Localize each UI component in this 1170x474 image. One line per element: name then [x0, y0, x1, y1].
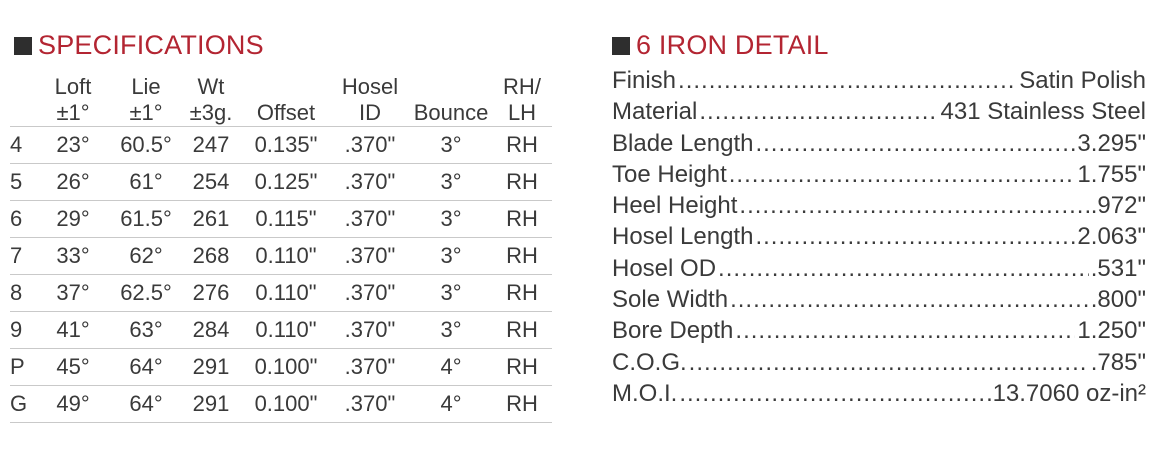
cell-wt: 284 [192, 317, 230, 342]
dot-leader [679, 378, 990, 409]
table-row [10, 349, 552, 386]
cell-offset: 0.110" [255, 243, 317, 268]
cell-hand: RH [506, 243, 538, 268]
table-body [10, 126, 552, 423]
square-bullet-icon [612, 37, 630, 55]
cell-hosel: .370" [344, 243, 396, 268]
detail-label: Toe Height [612, 160, 727, 188]
cell-hosel: .370" [344, 206, 396, 231]
cell-lie: 60.5° [120, 132, 172, 157]
detail-value: Satin Polish [1019, 67, 1146, 94]
cell-hosel: .370" [344, 169, 396, 194]
cell-wt: 247 [192, 132, 230, 157]
cell-lie: 62° [129, 243, 163, 268]
table-row [10, 201, 552, 238]
detail-item [612, 96, 1146, 127]
cell-wt: 268 [192, 243, 230, 268]
cell-hosel: .370" [344, 317, 396, 342]
dot-leader [689, 347, 1089, 378]
dot-leader [735, 315, 1075, 346]
cell-wt: 261 [192, 206, 230, 231]
table-row [10, 312, 552, 349]
cell-wt: 254 [192, 169, 230, 194]
cell-hand: RH [506, 206, 538, 231]
cell-hand: RH [506, 169, 538, 194]
cell-hosel: .370" [344, 280, 396, 305]
cell-loft: 23° [56, 132, 90, 157]
table-row [10, 238, 552, 275]
table-row [10, 275, 552, 312]
header-offset: Offset [256, 100, 316, 125]
detail-label: Hosel Length [612, 223, 754, 251]
dot-leader [699, 96, 938, 127]
cell-bounce: 3° [440, 280, 462, 305]
detail-list [612, 65, 1146, 409]
cell-offset: 0.100" [254, 354, 318, 379]
cell-club: G [10, 391, 28, 416]
cell-club: 9 [10, 317, 23, 342]
detail-item [612, 284, 1146, 315]
detail-item [612, 159, 1146, 190]
cell-offset: 0.110" [255, 280, 317, 305]
header-weight: Wt ±3g. [189, 74, 233, 125]
cell-hand: RH [506, 354, 538, 379]
cell-bounce: 3° [440, 169, 462, 194]
cell-hosel: .370" [344, 354, 396, 379]
cell-bounce: 4° [440, 354, 462, 379]
cell-offset: 0.100" [254, 391, 318, 416]
detail-item [612, 347, 1146, 378]
detail-label: Bore Depth [612, 317, 734, 345]
cell-hand: RH [506, 317, 538, 342]
dot-leader [729, 159, 1076, 190]
dot-leader [755, 128, 1075, 159]
cell-loft: 33° [56, 243, 90, 268]
cell-lie: 62.5° [120, 280, 172, 305]
detail-label: M.O.I. [612, 379, 678, 407]
cell-loft: 29° [56, 206, 90, 231]
cell-wt: 276 [192, 280, 230, 305]
detail-label: Heel Height [612, 192, 738, 220]
detail-title: 6 IRON DETAIL [636, 30, 829, 60]
cell-club: 5 [10, 169, 23, 194]
detail-heading [612, 30, 829, 61]
detail-label: Finish [612, 67, 677, 94]
cell-hosel: .370" [344, 391, 396, 416]
cell-bounce: 3° [440, 243, 462, 268]
cell-lie: 64° [129, 354, 163, 379]
detail-value: .800" [1090, 286, 1146, 314]
cell-club: P [10, 354, 25, 379]
dot-leader [755, 221, 1075, 252]
detail-value: 431 Stainless Steel [940, 98, 1146, 126]
cell-hand: RH [506, 391, 538, 416]
cell-lie: 63° [129, 317, 163, 342]
detail-item [612, 253, 1146, 284]
cell-club: 7 [10, 243, 23, 268]
detail-value: 1.755" [1077, 160, 1146, 188]
cell-club: 6 [10, 206, 23, 231]
detail-label: Sole Width [612, 286, 729, 314]
cell-wt: 291 [192, 354, 230, 379]
detail-item [612, 65, 1146, 96]
detail-value: 1.250" [1077, 317, 1146, 345]
cell-lie: 61.5° [120, 206, 172, 231]
cell-lie: 61° [129, 169, 163, 194]
detail-label: Material [612, 98, 698, 126]
specifications-table [10, 72, 552, 423]
detail-item [612, 128, 1146, 159]
cell-loft: 45° [56, 354, 90, 379]
detail-value: 3.295" [1077, 129, 1146, 157]
dot-leader [678, 65, 1017, 96]
dot-leader [730, 284, 1089, 315]
detail-value: 13.7060 oz-in² [992, 379, 1146, 407]
table-row [10, 386, 552, 423]
cell-bounce: 3° [440, 132, 462, 157]
detail-item [612, 315, 1146, 346]
cell-club: 8 [10, 280, 23, 305]
dot-leader [718, 253, 1089, 284]
cell-hand: RH [506, 132, 538, 157]
cell-hand: RH [506, 280, 538, 305]
cell-bounce: 3° [440, 206, 462, 231]
detail-value: .785" [1090, 348, 1146, 376]
cell-loft: 37° [56, 280, 90, 305]
cell-hosel: .370" [344, 132, 396, 157]
square-bullet-icon [14, 37, 32, 55]
detail-label: Blade Length [612, 129, 754, 157]
cell-loft: 26° [56, 169, 90, 194]
table-row [10, 126, 552, 164]
header-lie: Lie ±1° [129, 74, 163, 125]
header-loft: Loft ±1° [54, 74, 92, 125]
table-header [10, 72, 552, 126]
cell-lie: 64° [129, 391, 163, 416]
cell-loft: 49° [56, 391, 90, 416]
detail-value: 2.063" [1077, 223, 1146, 251]
specifications-heading [14, 30, 264, 61]
header-bounce: Bounce [413, 100, 489, 125]
detail-label: C.O.G. [612, 348, 687, 376]
cell-offset: 0.115" [255, 206, 317, 231]
header-hand: RH/ LH [503, 74, 541, 125]
detail-item [612, 221, 1146, 252]
detail-item [612, 190, 1146, 221]
cell-offset: 0.110" [255, 317, 317, 342]
detail-value: .972" [1090, 192, 1146, 220]
header-hosel-id: Hosel ID [341, 74, 399, 125]
cell-wt: 291 [192, 391, 230, 416]
cell-bounce: 4° [440, 391, 462, 416]
detail-label: Hosel OD [612, 254, 717, 282]
detail-value: .531" [1090, 254, 1146, 282]
cell-bounce: 3° [440, 317, 462, 342]
table-row [10, 164, 552, 201]
specifications-title: SPECIFICATIONS [38, 30, 264, 60]
detail-item [612, 378, 1146, 409]
dot-leader [739, 190, 1088, 221]
cell-offset: 0.125" [254, 169, 318, 194]
cell-offset: 0.135" [254, 132, 318, 157]
cell-loft: 41° [56, 317, 90, 342]
cell-club: 4 [10, 132, 23, 157]
